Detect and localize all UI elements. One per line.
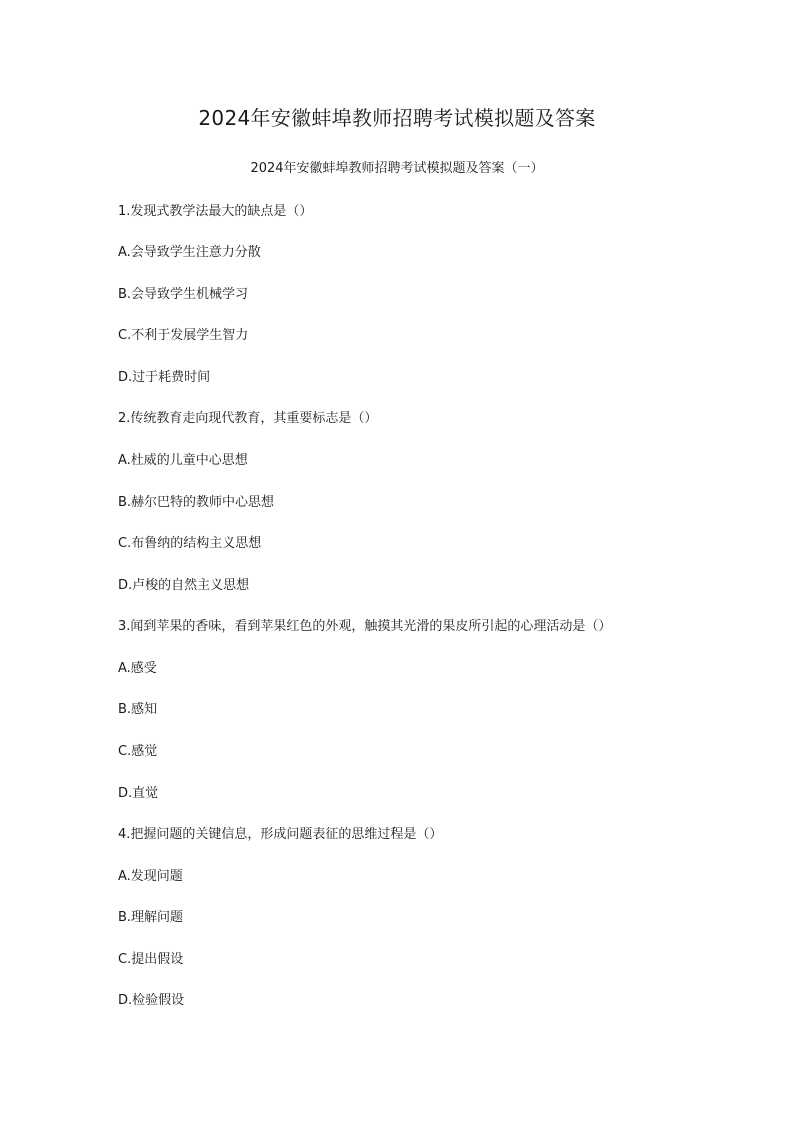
option-a: A.发现问题: [118, 869, 183, 884]
option-a: A.杜威的儿童中心思想: [118, 453, 248, 468]
question-stem: 1.发现式教学法最大的缺点是（）: [118, 204, 313, 219]
option-b: B.感知: [118, 702, 158, 717]
option-d: D.直觉: [118, 786, 159, 801]
document-subtitle: 2024年安徽蚌埠教师招聘考试模拟题及答案（一）: [250, 161, 544, 176]
document-title: 2024年安徽蚌埠教师招聘考试模拟题及答案: [198, 106, 596, 130]
option-b: B.理解问题: [118, 910, 184, 925]
option-d: D.过于耗费时间: [118, 370, 211, 385]
question-stem: 3.闻到苹果的香味，看到苹果红色的外观，触摸其光滑的果皮所引起的心理活动是（）: [118, 619, 612, 634]
option-d: D.卢梭的自然主义思想: [118, 578, 250, 593]
option-a: A.会导致学生注意力分散: [118, 245, 261, 260]
option-c: C.布鲁纳的结构主义思想: [118, 536, 262, 551]
option-c: C.感觉: [118, 744, 158, 759]
option-b: B.赫尔巴特的教师中心思想: [118, 495, 275, 510]
option-c: C.提出假设: [118, 952, 184, 967]
option-d: D.检验假设: [118, 993, 185, 1008]
question-stem: 2.传统教育走向现代教育，其重要标志是（）: [118, 411, 378, 426]
option-b: B.会导致学生机械学习: [118, 287, 249, 302]
option-c: C.不利于发展学生智力: [118, 328, 249, 343]
question-stem: 4.把握问题的关键信息，形成问题表征的思维过程是（）: [118, 827, 443, 842]
option-a: A.感受: [118, 661, 157, 676]
